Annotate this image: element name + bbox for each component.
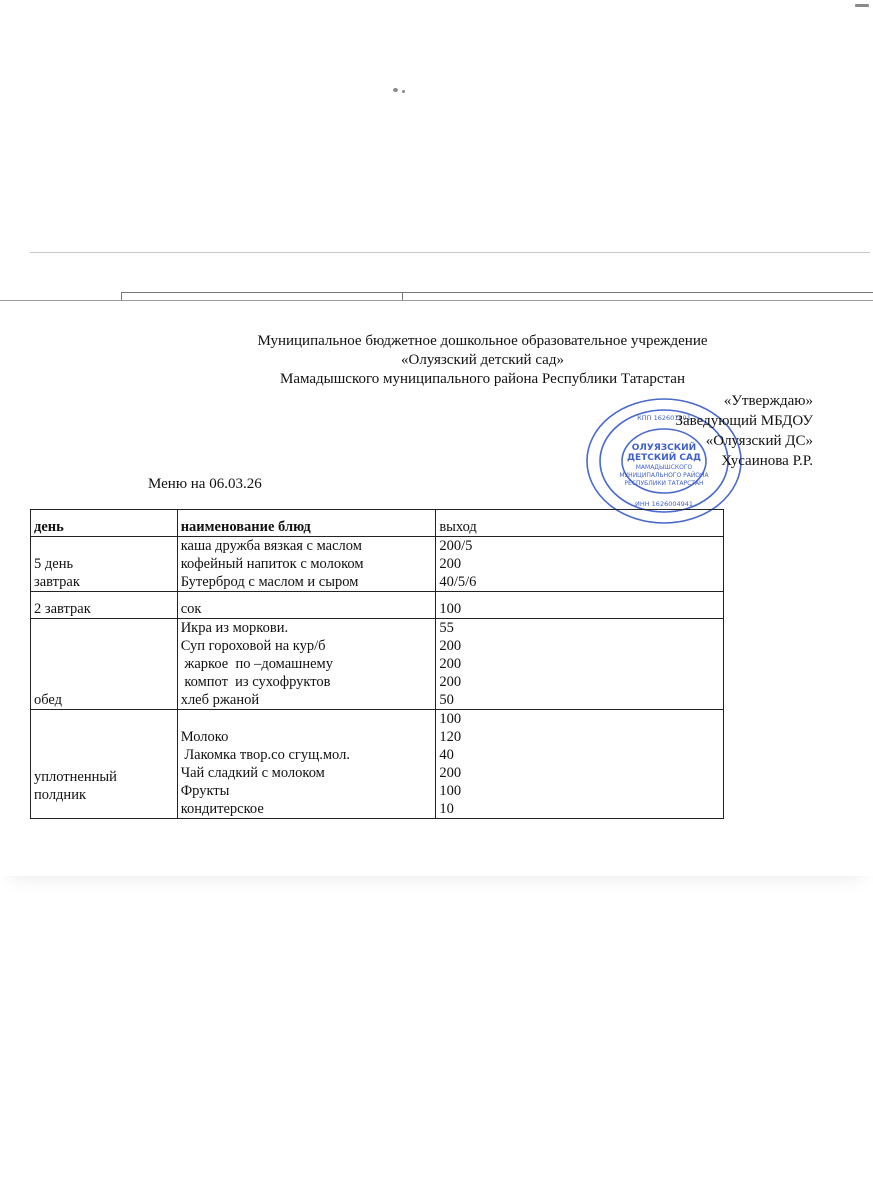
dish-cell (177, 710, 436, 819)
meal-label: завтрак (34, 574, 80, 590)
approval-position: Заведующий МБДОУ (675, 413, 813, 429)
meal-cell (31, 619, 178, 710)
portion-value: 100 (439, 783, 462, 799)
meal-label: уплотненный (34, 769, 117, 785)
dish-item: кондитерское (180, 801, 264, 817)
portion-value: 200/5 (439, 538, 473, 554)
meal-label: полдник (34, 787, 86, 803)
dish-item: жаркое по –домашнему (180, 656, 333, 672)
scan-edge-line (30, 252, 870, 253)
stamp-text-mid: ДЕТСКИЙ САД (626, 453, 702, 463)
meal-label: обед (34, 692, 63, 708)
stamp-text-top: ОЛУЯЗСКИЙ (631, 443, 697, 453)
portion-value: 100 (439, 601, 462, 617)
portion-value: 100 (439, 711, 462, 727)
portion-cell (436, 592, 724, 619)
dish-item: Фрукты (180, 783, 230, 799)
approval-block (675, 391, 813, 471)
dish-item: Чай сладкий с молоком (180, 765, 325, 781)
dish-item: сок (180, 601, 202, 617)
portion-cell (436, 619, 724, 710)
dish-cell (177, 619, 436, 710)
portion-value: 200 (439, 656, 462, 672)
portion-value: 40 (439, 747, 454, 763)
portion-value: 10 (439, 801, 454, 817)
portion-value: 55 (439, 620, 454, 636)
approval-title: «Утверждаю» (723, 393, 813, 409)
dish-cell (177, 592, 436, 619)
meal-label: 2 завтрак (34, 601, 91, 617)
dish-item: хлеб ржаной (180, 692, 260, 708)
meal-label: 5 день (34, 556, 74, 572)
dish-item: кофейный напиток с молоком (180, 556, 364, 572)
meal-cell (31, 710, 178, 819)
dish-cell (177, 537, 436, 592)
scan-speck (402, 90, 405, 93)
header-line-org: Муниципальное бюджетное дошкольное образовательное учреждение (257, 333, 708, 349)
portion-value: 200 (439, 674, 462, 690)
portion-value: 120 (439, 729, 462, 745)
portion-value: 40/5/6 (439, 574, 477, 590)
stamp-text-line5: РЕСПУБЛИКИ ТАТАРСТАН (624, 480, 704, 487)
table-row (31, 710, 724, 819)
document-header (0, 332, 873, 389)
meal-cell (31, 537, 178, 592)
portion-value: 50 (439, 692, 454, 708)
dish-item: Суп гороховой на кур/б (180, 638, 326, 654)
stamp-inn: ИНН 1626004941 (634, 500, 694, 508)
dish-item: Бутерброд с маслом и сыром (180, 574, 359, 590)
table-row (31, 537, 724, 592)
table-header-row (31, 510, 724, 537)
stamp-text-line4: МУНИЦИПАЛЬНОГО РАЙОНА (619, 472, 709, 479)
stamp-kpp: КПП 162601001 (637, 414, 691, 422)
portion-cell (436, 710, 724, 819)
scan-speck (393, 88, 398, 92)
dish-item: Икра из моркови. (180, 620, 289, 636)
dish-item: Молоко (180, 729, 229, 745)
dish-item: Лакомка твор.со сгущ.мол. (180, 747, 350, 763)
scan-speck (855, 4, 869, 7)
column-header-day: день (31, 510, 178, 537)
approval-institution: «Олуязский ДС» (705, 433, 813, 449)
column-header-portion: выход (436, 510, 724, 537)
portion-cell (436, 537, 724, 592)
header-line-district: Мамадышского муниципального района Республики Татарстан (280, 371, 685, 387)
portion-value: 200 (439, 765, 462, 781)
menu-table (30, 509, 724, 819)
dish-item: компот из сухофруктов (180, 674, 331, 690)
portion-value: 200 (439, 638, 462, 654)
menu-title: Меню на 06.03.26 (148, 476, 262, 492)
meal-cell (31, 592, 178, 619)
portion-value: 200 (439, 556, 462, 572)
dish-item: каша дружба вязкая с маслом (180, 538, 362, 554)
header-line-school: «Олуязский детский сад» (401, 352, 564, 368)
approval-signatory: Хусаинова Р.Р. (721, 453, 813, 469)
column-header-dish: наименование блюд (177, 510, 436, 537)
table-row (31, 592, 724, 619)
table-row (31, 619, 724, 710)
stamp-text-line3: МАМАДЫШСКОГО (635, 464, 693, 471)
